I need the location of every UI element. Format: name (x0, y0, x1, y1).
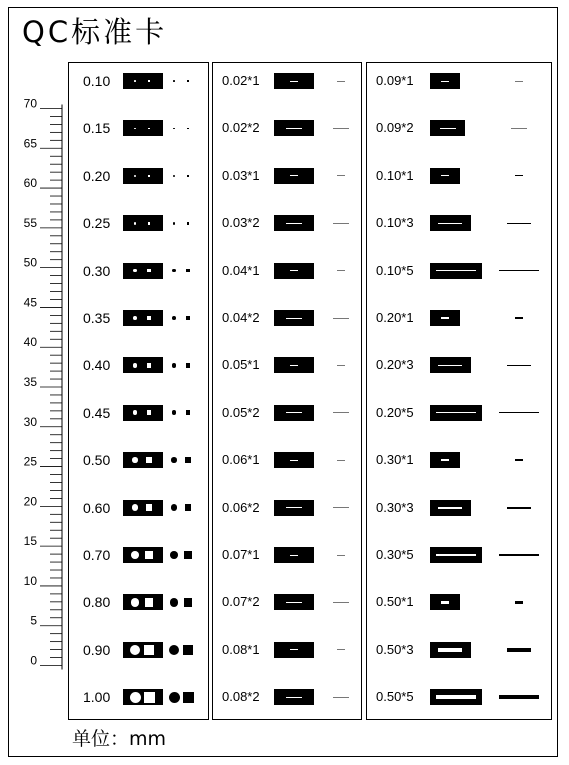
line-sample-row (213, 308, 361, 328)
negative-line (436, 554, 476, 556)
negative-round-dot (134, 175, 136, 177)
dot-sample-box (123, 500, 163, 516)
positive-round-dot (172, 269, 175, 272)
positive-line (333, 602, 349, 603)
line-sample-box (430, 405, 482, 421)
positive-square-dot (187, 175, 189, 177)
line-sample-row (213, 261, 361, 281)
line-sample-row (367, 355, 551, 375)
line-size-panel-2 (366, 62, 552, 720)
line-sample-row (367, 687, 551, 707)
negative-round-dot (131, 551, 139, 559)
line-sample-box (430, 263, 482, 279)
positive-round-dot (170, 598, 179, 607)
negative-line (286, 128, 302, 129)
dot-sample-row (69, 592, 208, 612)
negative-line (441, 459, 449, 461)
dot-sample-row (69, 498, 208, 518)
negative-line (290, 81, 298, 82)
line-sample-box (430, 500, 471, 516)
negative-line (286, 223, 302, 224)
negative-line (290, 270, 298, 271)
negative-line (438, 507, 462, 509)
positive-line (337, 460, 345, 461)
positive-line (337, 365, 345, 366)
size-label: 0.20 (83, 167, 111, 184)
negative-line (441, 601, 449, 605)
line-sample-box (274, 120, 314, 136)
negative-round-dot (134, 80, 136, 82)
negative-line (438, 223, 462, 224)
positive-round-dot (172, 316, 176, 320)
line-sample-row (213, 213, 361, 233)
size-label: 0.06*1 (222, 452, 260, 468)
size-label: 0.08*2 (222, 689, 260, 705)
negative-round-dot (133, 316, 137, 320)
ruler-label: 25 (23, 454, 37, 469)
line-sample-box (274, 405, 314, 421)
line-sample-box (430, 689, 482, 705)
size-label: 0.20*1 (376, 310, 414, 325)
negative-line (438, 648, 462, 652)
negative-line (290, 175, 298, 176)
positive-round-dot (173, 128, 175, 130)
size-label: 0.30*5 (376, 547, 414, 562)
positive-line (499, 270, 539, 271)
dot-sample-box (123, 452, 163, 468)
line-sample-box (430, 120, 465, 136)
size-label: 0.04*2 (222, 310, 260, 325)
dot-sample-row (69, 545, 208, 565)
size-label: 0.30 (83, 262, 111, 279)
line-sample-row (213, 640, 361, 660)
size-label: 0.03*1 (222, 167, 260, 183)
size-label: 0.25 (83, 215, 111, 232)
size-label: 0.10 (83, 73, 111, 89)
negative-square-dot (147, 363, 151, 367)
dot-sample-row (69, 403, 208, 423)
negative-round-dot (133, 269, 136, 272)
line-sample-box (274, 310, 314, 326)
negative-round-dot (134, 222, 137, 225)
ruler-label: 40 (23, 335, 37, 350)
positive-line (333, 697, 349, 698)
line-sample-box (430, 642, 471, 658)
negative-line (290, 555, 298, 556)
size-label: 1.00 (83, 689, 111, 706)
line-sample-row (367, 308, 551, 328)
dot-sample-box (123, 73, 163, 89)
positive-line (333, 507, 349, 508)
positive-line (511, 128, 527, 129)
size-label: 0.50 (83, 452, 111, 469)
line-sample-row (367, 545, 551, 565)
dot-sample-row (69, 71, 208, 91)
size-label: 0.04*1 (222, 262, 260, 278)
negative-line (440, 128, 456, 129)
ruler-label: 35 (23, 375, 37, 389)
positive-line (507, 507, 531, 509)
positive-line (515, 601, 523, 605)
line-sample-box (430, 547, 482, 563)
dot-sample-box (123, 168, 163, 184)
dot-sample-row (69, 355, 208, 375)
dot-sample-box (123, 689, 163, 705)
negative-line (286, 697, 302, 698)
size-label: 0.20*3 (376, 357, 414, 373)
size-label: 0.10*1 (376, 167, 414, 183)
negative-line (286, 318, 302, 319)
negative-round-dot (134, 128, 136, 130)
negative-square-dot (144, 645, 154, 655)
negative-square-dot (148, 175, 150, 177)
size-label: 0.90 (83, 641, 111, 658)
positive-line (499, 554, 539, 556)
unit-label: 单位：mm (72, 728, 167, 750)
line-sample-row (367, 640, 551, 660)
size-label: 0.06*2 (222, 499, 260, 515)
positive-square-dot (185, 504, 192, 511)
line-sample-box (274, 168, 314, 184)
ruler-label: 55 (23, 215, 37, 230)
positive-round-dot (172, 363, 176, 367)
size-label: 0.50*1 (376, 594, 414, 610)
negative-line (438, 365, 462, 366)
positive-square-dot (184, 598, 193, 607)
positive-square-dot (187, 128, 189, 130)
negative-square-dot (145, 598, 154, 607)
negative-line (441, 81, 449, 82)
dot-sample-box (123, 405, 163, 421)
positive-line (337, 175, 345, 176)
positive-square-dot (183, 692, 194, 703)
negative-round-dot (133, 363, 137, 367)
negative-square-dot (144, 692, 155, 703)
ruler-label: 70 (23, 96, 37, 111)
line-sample-box (430, 73, 460, 89)
line-sample-box (274, 452, 314, 468)
line-sample-row (213, 545, 361, 565)
positive-round-dot (172, 410, 177, 415)
positive-line (337, 81, 345, 82)
negative-round-dot (133, 410, 138, 415)
negative-square-dot (147, 316, 151, 320)
line-sample-row (367, 213, 551, 233)
size-label: 0.09*1 (376, 73, 414, 88)
line-sample-box (274, 73, 314, 89)
negative-line (441, 317, 449, 318)
size-label: 0.05*1 (222, 357, 260, 373)
negative-round-dot (132, 457, 138, 463)
line-sample-row (213, 687, 361, 707)
positive-line (515, 459, 523, 461)
negative-line (436, 270, 476, 271)
positive-round-dot (169, 645, 179, 655)
negative-line (290, 365, 298, 366)
negative-line (286, 602, 302, 603)
card-title: QC标准卡 (22, 15, 168, 49)
dot-sample-box (123, 642, 163, 658)
dot-sample-box (123, 547, 163, 563)
dot-sample-box (123, 310, 163, 326)
negative-round-dot (130, 645, 140, 655)
size-label: 0.10*3 (376, 215, 414, 231)
line-sample-box (274, 500, 314, 516)
ruler-label: 0 (30, 653, 37, 668)
positive-square-dot (184, 551, 192, 559)
line-sample-box (274, 263, 314, 279)
size-label: 0.08*1 (222, 641, 260, 657)
negative-round-dot (130, 692, 141, 703)
size-label: 0.05*2 (222, 404, 260, 420)
positive-line (333, 223, 349, 224)
positive-line (507, 223, 531, 224)
positive-line (337, 649, 345, 650)
positive-square-dot (183, 645, 193, 655)
line-sample-row (367, 166, 551, 186)
dot-sample-box (123, 263, 163, 279)
line-sample-row (367, 498, 551, 518)
size-label: 0.10*5 (376, 262, 414, 278)
size-label: 0.07*2 (222, 594, 260, 610)
ruler-label: 45 (23, 295, 37, 310)
dot-size-panel (68, 62, 209, 720)
size-label: 0.60 (83, 499, 111, 516)
positive-line (499, 695, 539, 699)
line-sample-row (367, 592, 551, 612)
dot-sample-box (123, 215, 163, 231)
line-sample-row (367, 450, 551, 470)
line-sample-box (274, 642, 314, 658)
dot-sample-row (69, 687, 208, 707)
dot-sample-row (69, 213, 208, 233)
size-label: 0.30*1 (376, 452, 414, 468)
positive-square-dot (186, 410, 191, 415)
dot-sample-row (69, 450, 208, 470)
positive-square-dot (186, 363, 190, 367)
positive-round-dot (171, 457, 177, 463)
size-label: 0.03*2 (222, 215, 260, 231)
ruler-label: 50 (23, 255, 37, 270)
line-sample-row (367, 403, 551, 423)
negative-square-dot (148, 222, 151, 225)
line-sample-row (213, 355, 361, 375)
size-label: 0.02*1 (222, 73, 260, 88)
positive-round-dot (173, 222, 176, 225)
line-sample-row (213, 498, 361, 518)
negative-square-dot (146, 457, 152, 463)
size-label: 0.80 (83, 594, 111, 611)
line-sample-row (367, 261, 551, 281)
size-label: 0.15 (83, 120, 111, 137)
ruler-label: 60 (23, 176, 37, 191)
negative-round-dot (131, 598, 140, 607)
negative-line (436, 412, 476, 413)
dot-sample-row (69, 166, 208, 186)
size-label: 0.40 (83, 357, 111, 374)
dot-sample-row (69, 118, 208, 138)
negative-line (286, 412, 302, 413)
positive-line (515, 175, 523, 176)
negative-line (290, 649, 298, 650)
positive-line (333, 128, 349, 129)
line-sample-row (367, 71, 551, 91)
line-sample-box (274, 357, 314, 373)
positive-square-dot (187, 80, 189, 82)
ruler-label: 10 (23, 573, 37, 588)
line-sample-row (213, 71, 361, 91)
positive-line (515, 317, 523, 318)
positive-line (337, 270, 345, 271)
size-label: 0.02*2 (222, 120, 260, 136)
positive-line (507, 365, 531, 366)
dot-sample-row (69, 640, 208, 660)
dot-sample-box (123, 357, 163, 373)
positive-round-dot (169, 692, 180, 703)
negative-line (441, 175, 449, 176)
size-label: 0.45 (83, 404, 111, 421)
size-label: 0.70 (83, 547, 111, 563)
size-label: 0.20*5 (376, 404, 414, 420)
negative-square-dot (147, 269, 150, 272)
dot-sample-box (123, 594, 163, 610)
ruler-label: 15 (23, 534, 37, 549)
line-sample-box (430, 452, 460, 468)
size-label: 0.50*3 (376, 641, 414, 657)
size-label: 0.07*1 (222, 547, 260, 562)
negative-square-dot (148, 128, 150, 130)
line-sample-row (213, 403, 361, 423)
positive-line (337, 555, 345, 556)
positive-line (333, 318, 349, 319)
size-label: 0.30*3 (376, 499, 414, 515)
ruler-label: 65 (23, 136, 37, 151)
size-label: 0.50*5 (376, 689, 414, 705)
positive-line (507, 648, 531, 652)
line-size-panel-1 (212, 62, 362, 720)
positive-round-dot (173, 175, 175, 177)
positive-line (333, 412, 349, 413)
negative-line (286, 507, 302, 508)
positive-round-dot (173, 80, 175, 82)
positive-line (515, 81, 523, 82)
line-sample-box (430, 215, 471, 231)
dot-sample-box (123, 120, 163, 136)
line-sample-box (274, 689, 314, 705)
line-sample-box (274, 547, 314, 563)
size-label: 0.09*2 (376, 120, 414, 136)
line-sample-box (274, 594, 314, 610)
line-sample-row (213, 166, 361, 186)
positive-square-dot (187, 222, 190, 225)
dot-sample-row (69, 261, 208, 281)
negative-round-dot (132, 504, 139, 511)
positive-square-dot (185, 457, 191, 463)
negative-square-dot (145, 551, 153, 559)
negative-square-dot (148, 80, 150, 82)
positive-round-dot (171, 504, 178, 511)
line-sample-box (274, 215, 314, 231)
line-sample-row (213, 450, 361, 470)
ruler-label: 5 (30, 613, 37, 628)
size-label: 0.35 (83, 310, 111, 326)
line-sample-box (430, 357, 471, 373)
line-sample-box (430, 168, 460, 184)
line-sample-box (430, 594, 460, 610)
negative-line (290, 460, 298, 461)
line-sample-row (367, 118, 551, 138)
vertical-ruler (0, 0, 68, 700)
positive-line (499, 412, 539, 413)
positive-square-dot (186, 316, 190, 320)
negative-square-dot (146, 504, 153, 511)
positive-round-dot (170, 551, 178, 559)
ruler-label: 30 (23, 414, 37, 429)
line-sample-box (430, 310, 460, 326)
positive-square-dot (186, 269, 189, 272)
line-sample-row (213, 592, 361, 612)
ruler-label: 20 (23, 494, 37, 509)
line-sample-row (213, 118, 361, 138)
negative-square-dot (147, 410, 152, 415)
negative-line (436, 695, 476, 699)
dot-sample-row (69, 308, 208, 328)
